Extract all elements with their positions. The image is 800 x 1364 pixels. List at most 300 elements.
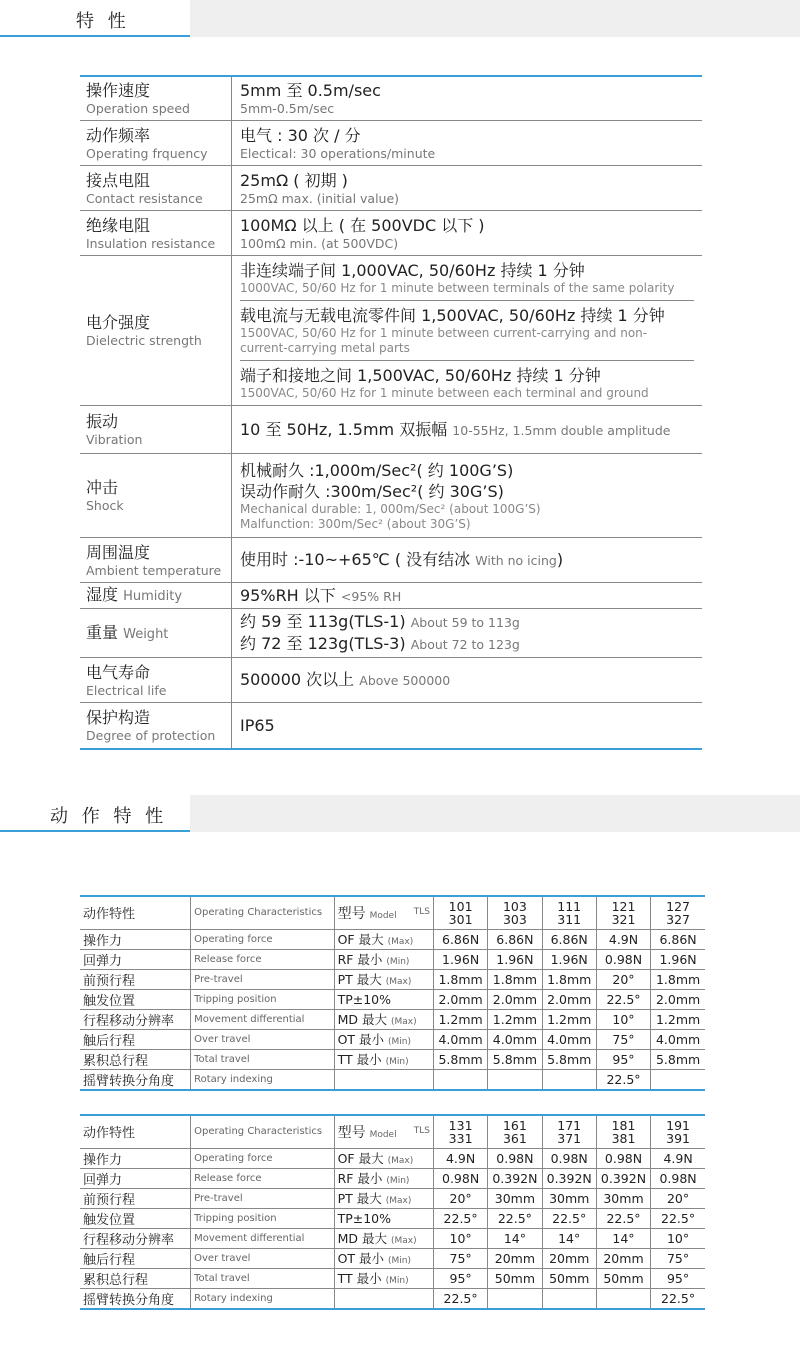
row-label-cn: 触后行程 [80,1029,191,1049]
spec-value-cn [240,305,694,326]
row-qualifier: (Min) [386,957,410,967]
spec-value-cn [240,260,694,281]
row-qualifier: (Max) [387,1156,414,1166]
model-number: 161 [502,1117,527,1133]
table-cell-value: 1.96N [488,949,542,969]
spec-value-cn-text: 5mm 至 0.5m/sec [240,81,381,100]
spec-label-cn [86,584,225,607]
spec-value-cn-text: 使用时 :-10~+65℃ ( 没有结冰 [240,550,471,569]
table-cell-value: 30mm [488,1188,542,1208]
row-label-en: Rotary indexing [191,1288,334,1309]
model-number: 101 [448,898,473,914]
model-number: 331 [448,1130,473,1146]
spec-value-en-inline: About 72 to 123g [410,637,520,652]
table-cell-value: 0.98N [488,1148,542,1168]
row-qualifier: (Max) [390,1017,417,1027]
spec-value [232,658,702,702]
spec-row [80,256,702,406]
spec-label-cn [86,312,225,333]
spec-value-cn [240,460,694,481]
table-row [80,1208,705,1228]
spec-value-cn-text: 约 72 至 123g(TLS-3) [240,634,406,653]
row-label-en: Total travel [191,1049,334,1069]
table-cell-value: 20° [596,969,650,989]
table-row [80,1188,705,1208]
table-cell-value: 4.9N [596,929,650,949]
table-row [80,1288,705,1309]
table-cell-value: 1.2mm [433,1009,487,1029]
model-number: 127 [666,898,690,914]
row-code-text: OF 最大 [337,932,384,947]
row-label-cn: 触后行程 [80,1248,191,1268]
spec-value-sub [240,361,694,405]
spec-value [232,166,702,210]
spec-label-cn [86,662,225,683]
row-code-text: TT 最小 [337,1271,382,1286]
row-code [334,929,433,949]
model-header [334,1115,433,1148]
row-label-en: Release force [191,1168,334,1188]
table-row [80,949,705,969]
table-cell-value: 20mm [488,1248,542,1268]
spec-label-cn-text: 操作速度 [86,81,151,100]
table-cell-value: 22.5° [651,1208,705,1228]
row-qualifier: (Min) [385,1057,409,1067]
model-number: 311 [557,911,582,927]
row-label-cn: 摇臂转换分角度 [80,1288,191,1309]
model-number: 103 [502,898,527,914]
spec-label-cn [86,215,225,236]
spec-value-sub [240,301,694,360]
table-row [80,989,705,1009]
table-cell-value: 22.5° [542,1208,596,1228]
row-label-en: Tripping position [191,1208,334,1228]
row-code-text: PT 最大 [337,1191,382,1206]
model-header [334,896,433,929]
model-column-header [433,1115,487,1148]
model-number: 131 [448,1117,473,1133]
spec-label-en: Contact resistance [86,190,203,206]
spec-value-en: Mechanical durable: 1, 000m/Sec² (about 100G’S) [240,501,541,516]
spec-value [232,609,702,657]
table-row [80,1029,705,1049]
spec-value-cn [240,419,694,441]
spec-label [80,538,232,582]
table-row [80,1228,705,1248]
table-cell-value: 1.96N [433,949,487,969]
row-code [334,1009,433,1029]
spec-value-cn [240,715,694,736]
row-code-text: RF 最小 [337,952,383,967]
table-cell-value: 20° [433,1188,487,1208]
spec-value-en: 25mΩ max. (initial value) [240,190,400,206]
table-row [80,1069,705,1090]
spec-label [80,406,232,453]
spec-value-sub [240,256,694,301]
section-header-action [0,795,800,832]
spec-value [232,538,702,582]
table-cell-value: 22.5° [651,1288,705,1309]
table-cell-value: 14° [596,1228,650,1248]
spec-label [80,166,232,210]
section-bar [190,0,800,37]
section-bar [190,795,800,832]
row-label-cn: 触发位置 [80,989,191,1009]
table-cell-value: 1.2mm [542,1009,596,1029]
spec-value-en-inline: <95% RH [340,588,402,604]
row-code-text: TP±10% [337,991,392,1007]
model-label-en: Model [369,1129,397,1140]
spec-value-cn-text: 100MΩ 以上 ( 在 500VDC 以下 ) [240,215,485,235]
section-title: 动 作 特 性 [50,806,168,827]
table-cell-value [651,1069,705,1090]
table-cell-value: 0.392N [488,1168,542,1188]
model-number: 327 [666,911,690,927]
spec-label-cn-text: 接点电阻 [86,170,151,190]
model-column-header [651,896,705,929]
spec-value-en-inline: 10-55Hz, 1.5mm double amplitude [452,422,671,438]
spec-value-cn-text: 95%RH 以下 [240,585,336,605]
spec-label-cn [86,80,225,101]
spec-value-en: 1000VAC, 50/60 Hz for 1 minute between terminals of the same polarity [240,281,675,296]
model-column-header [542,896,596,929]
table-cell-value: 4.9N [433,1148,487,1168]
row-label-cn: 前预行程 [80,1188,191,1208]
row-qualifier: (Max) [387,937,414,947]
model-number: 391 [666,1130,690,1146]
spec-value [232,121,702,165]
row-code [334,949,433,969]
spec-label-cn-text: 动作频率 [86,125,151,145]
spec-row [80,609,702,658]
spec-row [80,658,702,703]
table-cell-value: 20° [651,1188,705,1208]
row-label-cn: 摇臂转换分角度 [80,1069,191,1090]
model-number: 371 [557,1130,582,1146]
row-label-en: Operating force [191,929,334,949]
table-cell-value: 22.5° [488,1208,542,1228]
row-label-cn: 行程移动分辨率 [80,1009,191,1029]
table-cell-value: 1.8mm [488,969,542,989]
table-cell-value: 30mm [542,1188,596,1208]
row-code [334,1069,433,1090]
row-code-text: MD 最大 [337,1231,387,1246]
row-label-cn: 前预行程 [80,969,191,989]
table-cell-value: 22.5° [596,989,650,1009]
spec-value-cn: 误动作耐久 :300m/Sec²( 约 30G’S) [240,481,504,501]
table-cell-value: 14° [542,1228,596,1248]
table-cell-value: 5.8mm [488,1049,542,1069]
row-label-cn: 操作力 [80,929,191,949]
table-cell-value: 1.2mm [651,1009,705,1029]
model-column-header [433,896,487,929]
table-header-row [80,1115,705,1148]
model-number: 121 [611,898,636,914]
row-label-cn: 行程移动分辨率 [80,1228,191,1248]
row-label-cn: 触发位置 [80,1208,191,1228]
row-label-en: Over travel [191,1029,334,1049]
model-number: 303 [502,911,527,927]
row-code-text: RF 最小 [337,1171,383,1186]
section-tab [0,795,190,832]
spec-value-en: 5mm-0.5m/sec [240,101,335,116]
spec-value-cn [240,549,694,571]
spec-value-en: 100mΩ min. (at 500VDC) [240,235,399,251]
spec-label-en-inline: Weight [123,626,169,642]
table-cell-value: 22.5° [433,1288,487,1309]
row-code [334,1029,433,1049]
table-cell-value [542,1288,596,1309]
table-cell-value: 1.8mm [651,969,705,989]
table-row [80,1049,705,1069]
spec-row [80,454,702,538]
spec-label-cn-text: 冲击 [86,478,119,497]
table-cell-value: 0.98N [542,1148,596,1168]
row-code-text: MD 最大 [337,1012,387,1027]
spec-value-cn [240,633,694,655]
spec-value-cn [240,80,694,101]
spec-label-cn [86,125,225,146]
section-header-features [0,0,800,37]
table-cell-value [542,1069,596,1090]
spec-value [232,77,702,120]
model-number: 171 [557,1117,582,1133]
spec-label-en: Degree of protection [86,728,216,743]
spec-label [80,609,232,657]
table-cell-value: 22.5° [596,1208,650,1228]
row-label-en: Movement differential [191,1009,334,1029]
table-cell-value [433,1069,487,1090]
row-qualifier: (Min) [388,1037,412,1047]
table-cell-value: 10° [651,1228,705,1248]
spec-value-cn-text: 500000 次以上 [240,670,355,689]
spec-label-cn [86,707,225,728]
spec-label-cn-text: 电介强度 [86,313,151,332]
spec-label [80,256,232,405]
row-code [334,1148,433,1168]
table-row [80,1248,705,1268]
row-label-cn: 回弹力 [80,949,191,969]
spec-value-cn [240,585,694,607]
model-number: 361 [502,1130,527,1146]
model-label-en: Model [369,910,397,921]
spec-label [80,211,232,255]
table-row [80,969,705,989]
table-cell-value: 4.0mm [542,1029,596,1049]
model-number: 301 [448,911,473,927]
table-cell-value: 6.86N [488,929,542,949]
spec-value [232,406,702,453]
row-code [334,1049,433,1069]
row-label-en: Pre-travel [191,1188,334,1208]
table-cell-value: 4.0mm [433,1029,487,1049]
spec-label-cn-text: 湿度 [86,585,119,604]
row-label-cn: 累积总行程 [80,1049,191,1069]
table-cell-value: 0.392N [542,1168,596,1188]
table-cell-value: 22.5° [596,1069,650,1090]
row-label-en: Rotary indexing [191,1069,334,1090]
row-code [334,1268,433,1288]
row-code [334,1228,433,1248]
table-cell-value: 4.0mm [651,1029,705,1049]
spec-label-en: Dielectric strength [86,333,202,348]
spec-value-en: 1500VAC, 50/60 Hz for 1 minute between current-carrying and non-current-carrying metal parts [240,326,648,355]
spec-label-cn-text: 保护构造 [86,708,151,727]
spec-label [80,77,232,120]
spec-value [232,583,702,608]
spec-value-cn [240,611,694,633]
spec-label-en: Shock [86,498,124,513]
table-cell-value: 1.2mm [488,1009,542,1029]
model-column-header [651,1115,705,1148]
row-code [334,1288,433,1309]
table-cell-value: 95° [596,1049,650,1069]
spec-label-cn-text: 绝缘电阻 [86,215,151,235]
row-code [334,1248,433,1268]
spec-label-cn-text: 重量 [86,622,119,642]
table-cell-value: 20mm [542,1248,596,1268]
section-title: 特 性 [76,11,130,32]
spec-row [80,538,702,583]
table-cell-value: 5.8mm [651,1049,705,1069]
table-cell-value: 50mm [596,1268,650,1288]
model-column-header [488,896,542,929]
row-qualifier: (Max) [385,1196,412,1206]
table-cell-value: 10° [596,1009,650,1029]
spec-label [80,454,232,537]
table-cell-value: 0.98N [433,1168,487,1188]
spec-value-cn-text: 载电流与无载电流零件间 1,500VAC, 50/60Hz 持续 1 分钟 [240,306,665,325]
spec-value-cn [240,669,694,691]
table-cell-value: 6.86N [542,929,596,949]
spec-value-cn [240,125,694,146]
spec-value-cn [240,215,694,236]
spec-row [80,77,702,121]
table-cell-value: 5.8mm [542,1049,596,1069]
model-column-header [542,1115,596,1148]
spec-value-cn-text: IP65 [240,716,275,735]
spec-value [232,256,702,405]
row-code-text: OF 最大 [337,1151,384,1166]
spec-value-en-inline: With no icing [475,553,557,568]
table-cell-value: 95° [651,1268,705,1288]
table-cell-value: 2.0mm [542,989,596,1009]
spec-label-en: Operation speed [86,101,190,116]
model-column-header [488,1115,542,1148]
model-label-cn: 型号 [337,1124,366,1141]
header-cn: 动作特性 [80,896,191,929]
table-cell-value: 0.98N [651,1168,705,1188]
spec-value [232,703,702,748]
spec-row [80,703,702,748]
model-column-header [596,1115,650,1148]
spec-label-cn [86,477,225,498]
table-cell-value: 75° [596,1029,650,1049]
spec-value-cn [240,365,694,386]
row-code-text: TT 最小 [337,1052,382,1067]
table-cell-value: 50mm [488,1268,542,1288]
row-qualifier: (Max) [385,977,412,987]
row-qualifier: (Max) [390,1236,417,1246]
model-number: 181 [611,1117,636,1133]
table-cell-value: 1.8mm [542,969,596,989]
table-cell-value: 14° [488,1228,542,1248]
row-label-en: Operating force [191,1148,334,1168]
table-cell-value: 10° [433,1228,487,1248]
spec-value-cn-text: 电气 : 30 次 / 分 [240,125,361,145]
spec-value-cn-text: 约 59 至 113g(TLS-1) [240,612,406,631]
row-code [334,969,433,989]
header-cn: 动作特性 [80,1115,191,1148]
row-label-en: Release force [191,949,334,969]
spec-value [232,454,702,537]
spec-row [80,406,702,454]
row-label-en: Pre-travel [191,969,334,989]
row-code [334,1188,433,1208]
row-code [334,1168,433,1188]
spec-label-cn [86,411,225,432]
table-cell-value: 2.0mm [651,989,705,1009]
table-cell-value: 5.8mm [433,1049,487,1069]
spec-value-cn-text: 10 至 50Hz, 1.5mm 双振幅 [240,419,448,439]
row-qualifier: (Min) [388,1256,412,1266]
model-label-cn: 型号 [337,905,366,922]
spec-row [80,211,702,256]
model-column-header [596,896,650,929]
table-cell-value: 1.96N [542,949,596,969]
spec-value-tail: ) [556,550,564,569]
table-cell-value: 0.98N [596,949,650,969]
table-cell-value: 6.86N [433,929,487,949]
table-cell-value: 50mm [542,1268,596,1288]
row-code [334,989,433,1009]
spec-value [232,211,702,255]
table-cell-value: 22.5° [433,1208,487,1228]
table-cell-value: 30mm [596,1188,650,1208]
spec-value-en-inline: Above 500000 [359,673,451,688]
model-number: 111 [557,898,582,914]
row-code-text: TP±10% [337,1210,392,1226]
header-en: Operating Characteristics [191,1115,334,1148]
table-cell-value: 95° [433,1268,487,1288]
row-label-en: Movement differential [191,1228,334,1248]
table-cell-value: 2.0mm [488,989,542,1009]
spec-value-cn [240,170,694,191]
table-cell-value: 20mm [596,1248,650,1268]
row-code-text: OT 最小 [337,1032,385,1047]
row-label-en: Over travel [191,1248,334,1268]
spec-value-cn-text: 端子和接地之间 1,500VAC, 50/60Hz 持续 1 分钟 [240,365,601,385]
header-en: Operating Characteristics [191,896,334,929]
table-row [80,1268,705,1288]
row-qualifier: (Min) [385,1276,409,1286]
table-cell-value: 1.96N [651,949,705,969]
row-qualifier: (Min) [386,1176,410,1186]
spec-label [80,583,232,608]
spec-label-en: Electrical life [86,682,167,698]
spec-label-cn-text: 电气寿命 [86,662,151,682]
spec-label-cn [86,170,225,191]
table-row [80,1168,705,1188]
table-header-row [80,896,705,929]
row-label-cn: 累积总行程 [80,1268,191,1288]
spec-row [80,121,702,166]
table-cell-value: 0.98N [596,1148,650,1168]
table-cell-value: 6.86N [651,929,705,949]
model-number: 191 [666,1117,690,1133]
spec-value-cn-text: 25mΩ ( 初期 ) [240,170,348,190]
spec-label-cn [86,542,225,563]
